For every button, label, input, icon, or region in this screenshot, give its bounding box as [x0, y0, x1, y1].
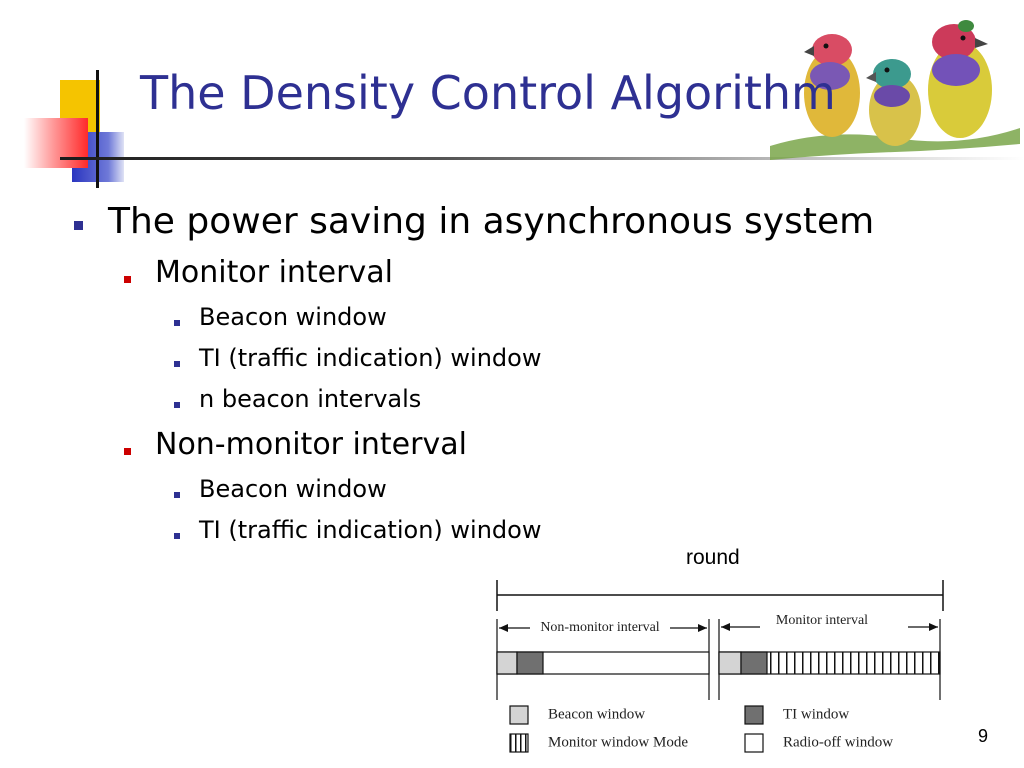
- bullet-text: Non-monitor interval: [155, 427, 467, 462]
- non-monitor-bar: [497, 652, 709, 674]
- bullet-text: TI (traffic indication) window: [199, 516, 542, 544]
- bullet-marker: [174, 361, 180, 367]
- monitor-bar: [719, 652, 940, 674]
- round-span: [497, 580, 943, 611]
- list-item: [199, 387, 421, 411]
- legend-label-radio-off: Radio-off window: [783, 734, 894, 751]
- legend-label-beacon: Beacon window: [548, 706, 646, 723]
- slide-number: 9: [978, 726, 989, 746]
- legend-label-monitor-mode: Monitor window Mode: [548, 734, 688, 751]
- decor-vertical-line: [96, 70, 99, 188]
- legend-label-ti: TI window: [783, 706, 850, 723]
- monitor-label: Monitor interval: [775, 613, 869, 629]
- bullet-text: The power saving in asynchronous system: [108, 201, 875, 242]
- list-item: [155, 255, 393, 290]
- list-item: [155, 427, 467, 462]
- legend-swatch-ti: [745, 706, 763, 724]
- list-item: [199, 518, 541, 542]
- decor-red-square: [24, 118, 88, 168]
- bullet-marker: [174, 492, 180, 498]
- legend-swatch-monitor-mode: [510, 734, 528, 752]
- bullet-text: n beacon intervals: [199, 385, 422, 413]
- bird-right: [928, 20, 992, 138]
- list-item: [199, 305, 387, 329]
- bullet-marker: [124, 276, 131, 283]
- list-item: [108, 201, 875, 242]
- legend: [510, 706, 893, 752]
- list-item: [199, 477, 387, 501]
- non-monitor-label: Non-monitor interval: [540, 620, 660, 636]
- legend-swatch-beacon: [510, 706, 528, 724]
- bullet-text: TI (traffic indication) window: [199, 344, 542, 372]
- list-item: [199, 346, 541, 370]
- bird-middle: [866, 59, 921, 146]
- bullet-marker: [74, 221, 83, 230]
- slide-title: The Density Control Algorithm: [140, 66, 836, 120]
- bullet-marker: [174, 533, 180, 539]
- bullet-marker: [124, 448, 131, 455]
- bullet-marker: [174, 320, 180, 326]
- bullet-text: Beacon window: [199, 303, 387, 331]
- bullet-text: Monitor interval: [155, 255, 393, 290]
- legend-swatch-radio-off: [745, 734, 763, 752]
- timing-diagram: [490, 575, 950, 760]
- round-label: round: [686, 546, 740, 569]
- bullet-text: Beacon window: [199, 475, 387, 503]
- bullet-marker: [174, 402, 180, 408]
